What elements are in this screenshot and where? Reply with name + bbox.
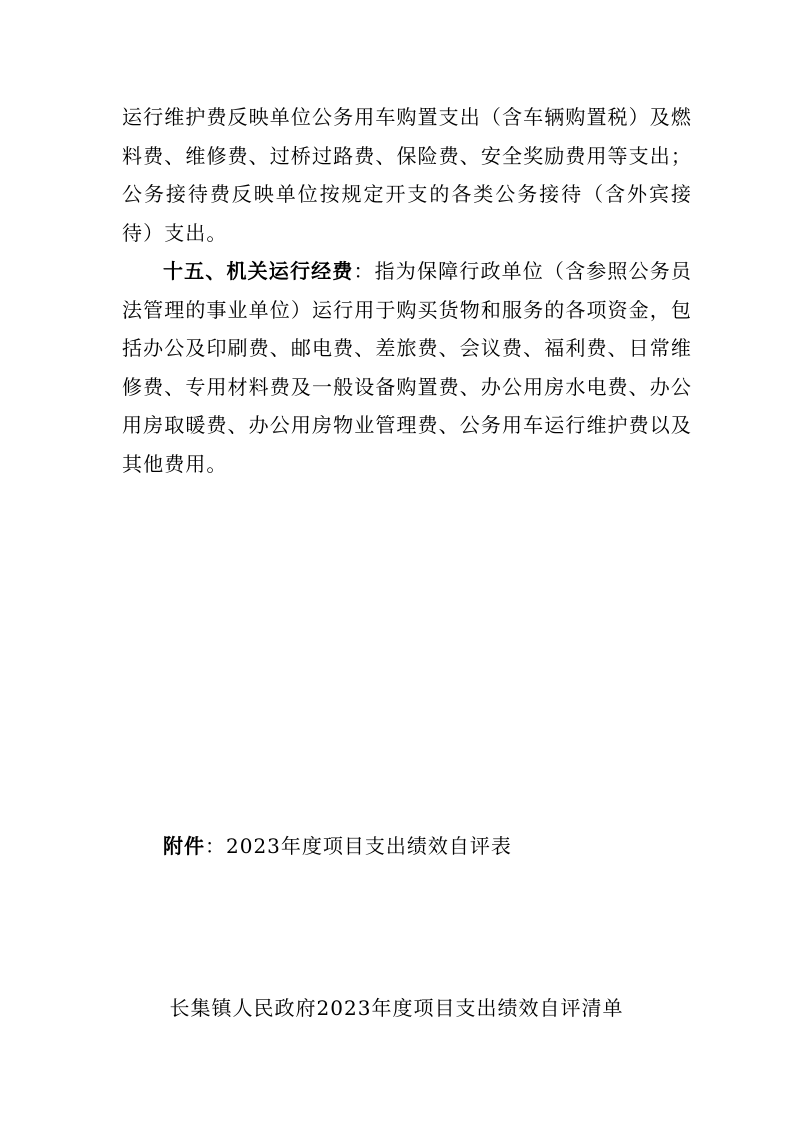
attachment-text: 2023年度项目支出绩效自评表	[226, 834, 512, 858]
section-15-text: 指为保障行政单位（含参照公务员法管理的事业单位）运行用于购买货物和服务的各项资金，包括办公及印刷费、邮电费、差旅费、会议费、福利费、日常维修费、专用材料费及一般设备购置费、办公用房水电费、办公用房取暖费、办公用房物业管理费、公务用车运行维护费以及其他费用。	[122, 259, 693, 476]
paragraph-continued: 运行维护费反映单位公务用车购置支出（含车辆购置税）及燃料费、维修费、过桥过路费、保险费、安全奖励费用等支出；公务接待费反映单位按规定开支的各类公务接待（含外宾接待）支出。	[122, 105, 692, 245]
attachment-colon: ：	[205, 834, 226, 858]
list-title: 长集镇人民政府2023年度项目支出绩效自评清单	[169, 996, 624, 1020]
document-body	[122, 98, 692, 483]
section-15-heading: 十五、机关运行经费	[163, 259, 354, 283]
attachment-line	[163, 830, 512, 859]
attachment-label: 附件	[163, 834, 205, 858]
section-15-paragraph	[122, 252, 692, 483]
section-15-colon: ：	[353, 259, 375, 283]
